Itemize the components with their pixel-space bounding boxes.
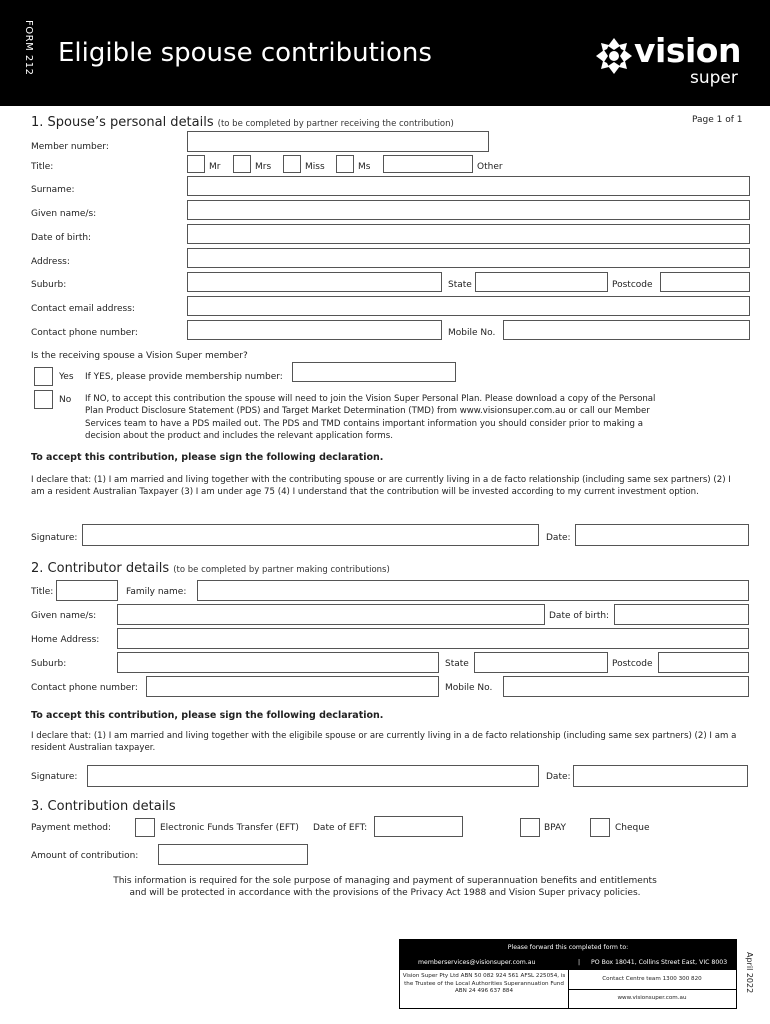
membership-number-input[interactable] xyxy=(292,362,456,382)
title-mr-checkbox[interactable] xyxy=(187,155,205,173)
suburb-input[interactable] xyxy=(187,272,442,292)
section3-heading: 3. Contribution details xyxy=(31,799,176,814)
payment-method-label: Payment method: xyxy=(31,823,112,833)
given-names-input[interactable] xyxy=(187,200,750,220)
section2-heading: 2. Contributor details (to be completed by partner making contributions) xyxy=(31,561,390,576)
title-other-label: Other xyxy=(477,162,503,172)
section2-declaration: I declare that: (1) I am married and living together with the eligibile spouse or are currently living in a de facto relationship (including same sex partners) (2) I am a resident Australian taxpayer. xyxy=(31,731,737,754)
footer-email[interactable]: memberservices@visionsuper.com.au xyxy=(418,959,536,966)
bpay-label: BPAY xyxy=(544,823,566,833)
contributor-suburb-input[interactable] xyxy=(117,652,439,673)
email-input[interactable] xyxy=(187,296,750,316)
section2-signature-input[interactable] xyxy=(87,765,539,787)
member-yes-text: If YES, please provide membership number: xyxy=(85,372,283,382)
dob-label: Date of birth: xyxy=(31,233,92,243)
contributor-state-input[interactable] xyxy=(474,652,608,673)
title-ms-label: Ms xyxy=(358,162,371,172)
contributor-state-label: State xyxy=(445,659,469,669)
contributor-dob-label: Date of birth: xyxy=(549,611,610,621)
surname-label: Surname: xyxy=(31,185,75,195)
contributor-title-input[interactable] xyxy=(56,580,118,601)
contributor-postcode-label: Postcode xyxy=(612,659,653,669)
footer-date-code: April 2022 xyxy=(745,952,754,994)
footer-forward: Please forward this completed form to: xyxy=(507,944,629,951)
privacy-line-2: and will be protected in accordance with the provisions of the Privacy Act 1988 and Vision Super privacy policies. xyxy=(129,888,641,898)
member-no-text: If NO, to accept this contribution the spouse will need to join the Vision Super Personal Plan. Please download a copy of the Personal Plan Product Disclosure Statement (PDS) and Target Market Determination (TMD) from www.visionsuper.com.au or call our Member Services team to have a PDS mailed out. The PDS and TMD contains important information you should consider prior to making a decision about the product and includes the relevant application forms. xyxy=(85,394,656,442)
section1-signature-input[interactable] xyxy=(82,524,539,546)
title-mrs-label: Mrs xyxy=(255,162,272,172)
member-no-checkbox[interactable] xyxy=(34,390,53,409)
title-mr-label: Mr xyxy=(209,162,221,172)
family-name-label: Family name: xyxy=(126,587,187,597)
contributor-suburb-label: Suburb: xyxy=(31,659,67,669)
cheque-label: Cheque xyxy=(615,823,650,833)
title-ms-checkbox[interactable] xyxy=(336,155,354,173)
section2-accept-heading: To accept this contribution, please sign the following declaration. xyxy=(31,710,384,721)
vision-super-logo xyxy=(594,31,744,92)
state-label: State xyxy=(448,280,472,290)
dob-input[interactable] xyxy=(187,224,750,244)
footer-trustee: Vision Super Pty Ltd ABN 50 082 924 561 AFSL 225054, is the Trustee of the Local Authorities Superannuation Fund ABN 24 496 637 884 xyxy=(402,973,566,995)
logo-mark-icon xyxy=(594,36,634,76)
address-label: Address: xyxy=(31,257,70,267)
contributor-mobile-input[interactable] xyxy=(503,676,749,697)
section1-date-label: Date: xyxy=(546,533,571,543)
page-indicator: Page 1 of 1 xyxy=(692,115,743,125)
phone-label: Contact phone number: xyxy=(31,328,138,338)
member-yes-label: Yes xyxy=(59,372,74,382)
section2-date-label: Date: xyxy=(546,772,571,782)
form-number: FORM 212 xyxy=(23,20,34,76)
section2-signature-label: Signature: xyxy=(31,772,78,782)
privacy-line-1: This information is required for the sole purpose of managing and payment of superannuation benefits and entitlements xyxy=(113,876,657,886)
title-label: Title: xyxy=(31,162,54,172)
email-label: Contact email address: xyxy=(31,304,135,314)
suburb-label: Suburb: xyxy=(31,280,67,290)
contributor-mobile-label: Mobile No. xyxy=(445,683,493,693)
title-miss-checkbox[interactable] xyxy=(283,155,301,173)
family-name-input[interactable] xyxy=(197,580,749,601)
footer-contact-box xyxy=(399,939,737,1009)
cheque-checkbox[interactable] xyxy=(590,818,610,837)
section1-signature-label: Signature: xyxy=(31,533,78,543)
section1-accept-heading: To accept this contribution, please sign the following declaration. xyxy=(31,452,384,463)
section1-heading: 1. Spouse’s personal details (to be completed by partner receiving the contribution) xyxy=(31,115,454,130)
contributor-given-input[interactable] xyxy=(117,604,545,625)
title-other-input[interactable] xyxy=(383,155,473,173)
home-address-label: Home Address: xyxy=(31,635,100,645)
footer-po-box: PO Box 18041, Collins Street East, VIC 8003 xyxy=(591,959,728,966)
section2-date-input[interactable] xyxy=(573,765,748,787)
amount-input[interactable] xyxy=(158,844,308,865)
footer-website[interactable]: www.visionsuper.com.au xyxy=(617,995,687,1001)
footer-separator: | xyxy=(578,959,581,966)
member-yes-checkbox[interactable] xyxy=(34,367,53,386)
mobile-input[interactable] xyxy=(503,320,750,340)
logo-word-super: super xyxy=(690,68,738,88)
amount-label: Amount of contribution: xyxy=(31,851,139,861)
mobile-label: Mobile No. xyxy=(448,328,496,338)
state-input[interactable] xyxy=(475,272,608,292)
title-miss-label: Miss xyxy=(305,162,325,172)
member-number-input[interactable] xyxy=(187,131,489,152)
title-mrs-checkbox[interactable] xyxy=(233,155,251,173)
contributor-dob-input[interactable] xyxy=(614,604,749,625)
contributor-title-label: Title: xyxy=(31,587,54,597)
section1-declaration: I declare that: (1) I am married and living together with the contributing spouse or are currently living in a de facto relationship (including same sex partners) (2) I am a resident Australian Taxpayer (3) I am under age 75 (4) I understand that the contribution will be invested according to my current investment option. xyxy=(31,475,731,498)
eft-checkbox[interactable] xyxy=(135,818,155,837)
phone-input[interactable] xyxy=(187,320,442,340)
contributor-phone-label: Contact phone number: xyxy=(31,683,138,693)
contributor-given-label: Given name/s: xyxy=(31,611,97,621)
postcode-label: Postcode xyxy=(612,280,653,290)
date-of-eft-label: Date of EFT: xyxy=(313,823,368,833)
surname-input[interactable] xyxy=(187,176,750,196)
bpay-checkbox[interactable] xyxy=(520,818,540,837)
contributor-phone-input[interactable] xyxy=(146,676,439,697)
section1-date-input[interactable] xyxy=(575,524,749,546)
address-input[interactable] xyxy=(187,248,750,268)
page-title: Eligible spouse contributions xyxy=(58,38,432,68)
logo-word-vision: vision xyxy=(634,31,741,70)
member-number-label: Member number: xyxy=(31,142,109,152)
footer-divider-h xyxy=(568,989,736,990)
given-names-label: Given name/s: xyxy=(31,209,97,219)
member-question: Is the receiving spouse a Vision Super member? xyxy=(31,351,248,361)
date-of-eft-input[interactable] xyxy=(374,816,463,837)
header-banner xyxy=(0,0,770,106)
member-no-label: No xyxy=(59,395,72,405)
home-address-input[interactable] xyxy=(117,628,749,649)
postcode-input[interactable] xyxy=(660,272,750,292)
footer-contact-centre: Contact Centre team 1300 300 820 xyxy=(602,976,702,982)
contributor-postcode-input[interactable] xyxy=(658,652,749,673)
eft-label: Electronic Funds Transfer (EFT) xyxy=(160,823,299,833)
